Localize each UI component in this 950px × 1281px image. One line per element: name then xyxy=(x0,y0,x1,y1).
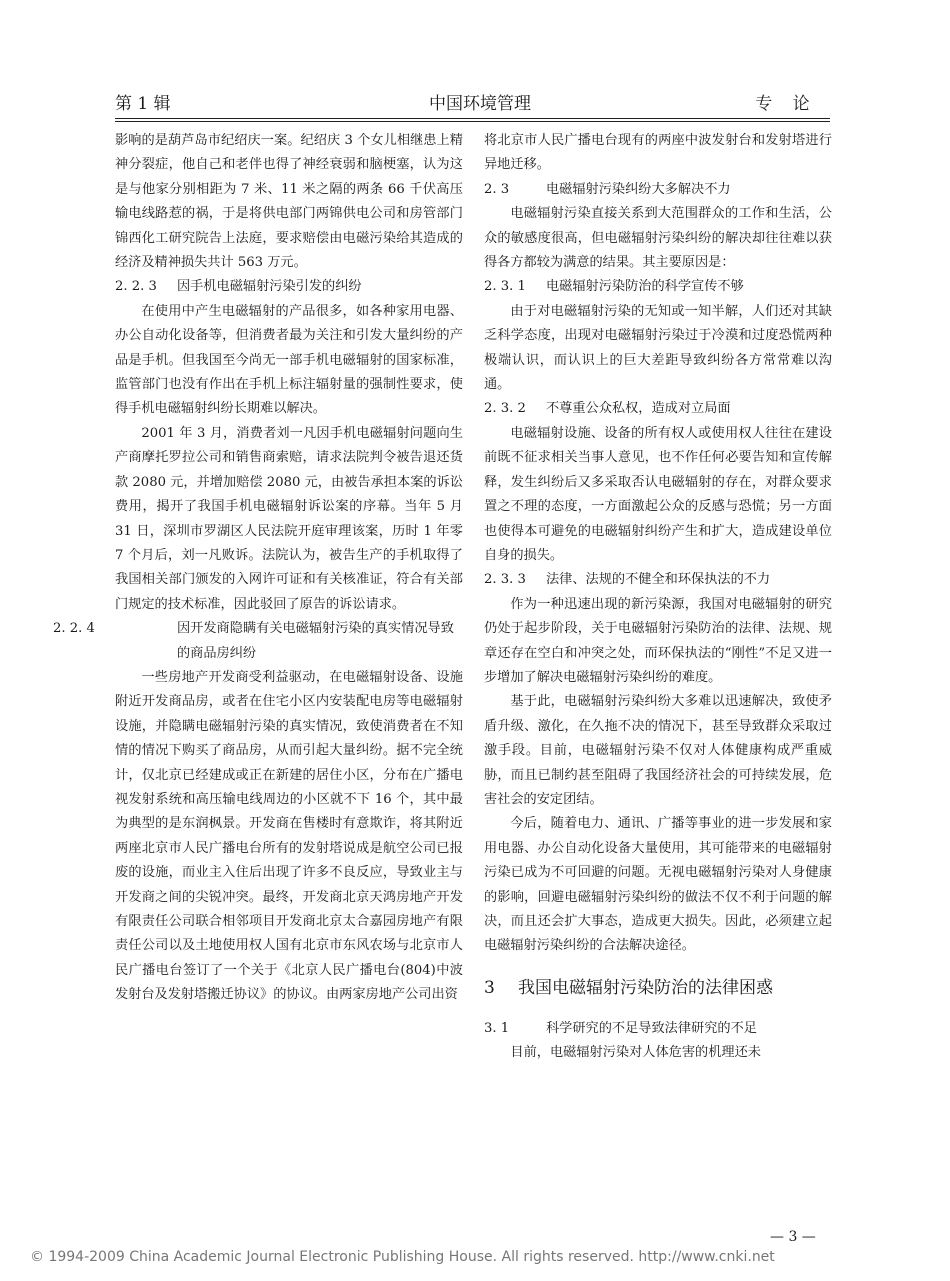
chapter-number: 3 xyxy=(484,977,495,998)
section-number: 2. 3 xyxy=(484,181,510,197)
right-column xyxy=(484,129,832,1066)
section-number: 3. 1 xyxy=(484,1020,510,1036)
section-label: 专论 xyxy=(755,94,830,114)
paragraph: 电磁辐射污染直接关系到大范围群众的工作和生活，公众的敏感度很高，但电磁辐射污染纠纷的解决却往往难以获得各方都较为满意的结果。其主要原因是： xyxy=(484,206,832,271)
paragraph: 将北京市人民广播电台现有的两座中波发射台和发射塔进行异地迁移。 xyxy=(484,133,832,173)
section-title: 因手机电磁辐射污染引发的纠纷 xyxy=(177,279,362,295)
copyright-footer: © 1994-2009 China Academic Journal Electronic Publishing House. All rights reserved. http://www.cnki.net xyxy=(30,1249,775,1265)
section-number: 2. 3. 3 xyxy=(484,572,526,588)
chapter-title: 我国电磁辐射污染防治的法律困惑 xyxy=(518,977,773,998)
chapter-heading-3 xyxy=(484,975,832,1001)
section-number: 2. 3. 1 xyxy=(484,279,526,295)
header-rule-thin xyxy=(115,121,830,122)
section-title: 因开发商隐瞒有关电磁辐射污染的真实情况导致的商品房纠纷 xyxy=(177,621,454,661)
section-title: 不尊重公众私权，造成对立局面 xyxy=(546,401,731,417)
running-header xyxy=(115,92,830,118)
section-heading-3-1 xyxy=(484,1017,832,1041)
paragraph: 作为一种迅速出现的新污染源，我国对电磁辐射的研究仍处于起步阶段，关于电磁辐射污染防治的法律、法规、规章还存在空白和冲突之处，而环保执法的“刚性”不足又进一步增加了解决电磁辐射污染纠纷的难度。 xyxy=(484,596,832,685)
section-title: 科学研究的不足导致法律研究的不足 xyxy=(546,1020,757,1036)
paragraph: 由于对电磁辐射污染的无知或一知半解，人们还对其缺乏科学态度，出现对电磁辐射污染过于冷漠和过度恐慌两种极端认识，而认识上的巨大差距导致纠纷各方常常难以沟通。 xyxy=(484,303,832,393)
section-number: 2. 3. 2 xyxy=(484,401,526,417)
paragraph: 今后，随着电力、通讯、广播等事业的进一步发展和家用电器、办公自动化设备大量使用，其可能带来的电磁辐射污染已成为不可回避的问题。无视电磁辐射污染对人身健康的影响，回避电磁辐射污染纠纷的做法不仅不利于问题的解决，而且还会扩大事态，造成更大损失。因此，必须建立起电磁辐射污染纠纷的合法解决途径。 xyxy=(484,816,832,954)
section-number: 2. 2. 3 xyxy=(115,279,157,295)
paragraph: 影响的是葫芦岛市纪绍庆一案。纪绍庆 3 个女儿相继患上精神分裂症，他自己和老伴也得了神经衰弱和脑梗塞，认为这是与他家分别相距为 7 米、11 米之隔的两条 66 千伏高压输电线路惹的祸，于是将供电部门两锦供电公司和房管部门锦西化工研究院告上法庭，要求赔偿由电磁污染给其造成的经济及精神损失共计 563 万元。 xyxy=(115,133,463,271)
section-heading-2-2-3 xyxy=(115,275,463,299)
paragraph: 电磁辐射设施、设备的所有权人或使用权人往往在建设前既不征求相关当事人意见，也不作任何必要告知和宣传解释，发生纠纷后又多采取否认电磁辐射的存在，对群众要求置之不理的态度，一方面激起公众的反感与恐慌；另一方面也使得本可避免的电磁辐射纠纷产生和扩大，造成建设单位自身的损失。 xyxy=(484,425,832,563)
header-rule xyxy=(115,118,830,119)
paragraph: 基于此，电磁辐射污染纠纷大多难以迅速解决，致使矛盾升级、激化，在久拖不决的情况下，甚至导致群众采取过激手段。目前，电磁辐射污染不仅对人体健康构成严重威胁，而且已制约甚至阻碍了我国经济社会的可持续发展，危害社会的安定团结。 xyxy=(484,694,832,807)
paragraph: 2001 年 3 月，消费者刘一凡因手机电磁辐射问题向生产商摩托罗拉公司和销售商索赔，请求法院判令被告退还货款 2080 元，并增加赔偿 2080 元，由被告承担本案的诉讼费用，揭开了我国手机电磁辐射诉讼案的序幕。当年 5 月 31 日，深圳市罗湖区人民法院开庭审理该案，历时 1 年零 7 个月后，刘一凡败诉。法院认为，被告生产的手机取得了我国相关部门颁发的入网许可证和有关核准证，符合有关部门规定的技术标准，因此驳回了原告的诉讼请求。 xyxy=(115,425,463,612)
section-heading-2-2-4 xyxy=(53,617,463,666)
paragraph: 在使用中产生电磁辐射的产品很多，如各种家用电器、办公自动化设备等，但消费者最为关注和引发大量纠纷的产品是手机。但我国至今尚无一部手机电磁辐射的国家标准，监管部门也没有作出在手机上标注辐射量的强制性要求，使得手机电磁辐射纠纷长期难以解决。 xyxy=(115,303,463,417)
section-title: 法律、法规的不健全和环保执法的不力 xyxy=(546,572,771,588)
left-column xyxy=(53,129,463,1008)
journal-title: 中国环境管理 xyxy=(429,94,531,114)
section-number: 2. 2. 4 xyxy=(53,621,95,637)
paragraph: 目前，电磁辐射污染对人体危害的机理还未 xyxy=(510,1045,761,1061)
section-title: 电磁辐射污染防治的科学宣传不够 xyxy=(546,279,744,295)
section-heading-2-3-2 xyxy=(484,397,832,421)
section-heading-2-3 xyxy=(484,178,832,202)
section-heading-2-3-1 xyxy=(484,275,832,299)
page-number: — 3 — xyxy=(770,1229,816,1245)
issue-label: 第 1 辑 xyxy=(115,94,171,114)
section-title: 电磁辐射污染纠纷大多解决不力 xyxy=(546,181,731,197)
paragraph: 一些房地产开发商受利益驱动，在电磁辐射设备、设施附近开发商品房，或者在住宅小区内安装配电房等电磁辐射设施，并隐瞒电磁辐射污染的真实情况，致使消费者在不知情的情况下购买了商品房，从而引起大量纠纷。据不完全统计，仅北京已经建成或正在新建的居住小区，分布在广播电视发射系统和高压输电线周边的小区就不下 16 个，其中最为典型的是东润枫景。开发商在售楼时有意欺诈，将其附近两座北京市人民广播电台所有的发射塔说成是航空公司已报废的设施，而业主入住后出现了许多不良反应，导致业主与开发商之间的尖锐冲突。最终，开发商北京天鸿房地产开发有限责任公司联合相邻项目开发商北京太合嘉园房地产有限责任公司以及土地使用权人国有北京市东风农场与北京市人民广播电台签订了一个关于《北京人民广播电台(804)中波发射台及发射塔搬迁协议》的协议。由两家房地产公司出资 xyxy=(115,669,463,1003)
section-heading-2-3-3 xyxy=(484,568,832,592)
